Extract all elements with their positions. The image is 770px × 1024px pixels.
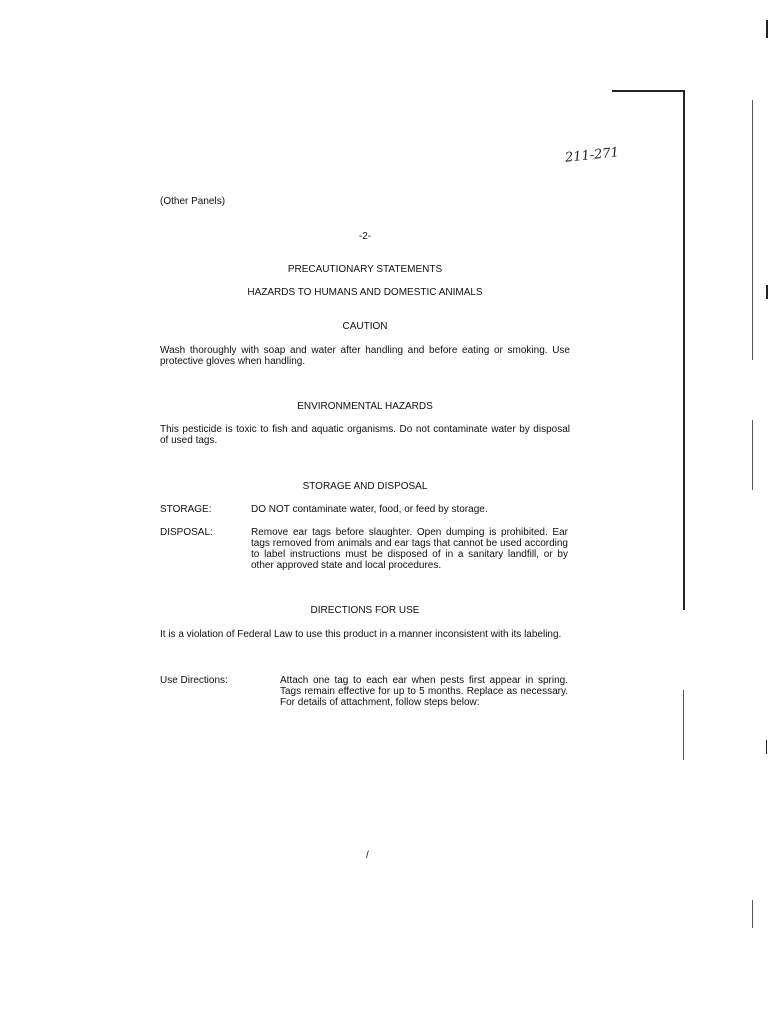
caution-heading: CAUTION — [342, 321, 388, 332]
scan-edge-line-far-right — [752, 100, 753, 360]
disposal-text: Remove ear tags before slaughter. Open dumping is prohibited. Ear tags removed from animals and ear tags that cannot be used according to label instructions must be disposed of in a sanitary landfill, or by other approved state and local procedures. — [251, 527, 568, 571]
use-directions-label: Use Directions: — [160, 675, 228, 686]
scan-edge-mark — [766, 20, 768, 38]
scan-edge-line-lower — [683, 690, 684, 760]
directions-for-use-heading: DIRECTIONS FOR USE — [310, 605, 420, 616]
handwritten-note: 211-271 — [564, 145, 620, 166]
directions-text: It is a violation of Federal Law to use this product in a manner inconsistent with its labeling. — [160, 629, 562, 640]
caution-text: Wash thoroughly with soap and water after handling and before eating or smoking. Use protective gloves when handling. — [160, 345, 570, 367]
scan-edge-line-far-right-2 — [752, 420, 753, 490]
scan-edge-mark-3 — [766, 740, 767, 754]
scan-edge-line-top — [612, 90, 684, 92]
scan-edge-mark-4 — [752, 900, 753, 928]
environmental-text: This pesticide is toxic to fish and aquatic organisms. Do not contaminate water by disposal of used tags. — [160, 424, 570, 446]
scan-edge-line-right — [683, 90, 685, 610]
environmental-hazards-heading: ENVIRONMENTAL HAZARDS — [297, 401, 433, 412]
bottom-mark: / — [366, 850, 369, 861]
page-number: -2- — [358, 231, 372, 242]
disposal-label: DISPOSAL: — [160, 527, 213, 538]
use-directions-text: Attach one tag to each ear when pests first appear in spring. Tags remain effective for up to 5 months. Replace as necessary. For details of attachment, follow steps below: — [280, 675, 568, 708]
hazards-heading: HAZARDS TO HUMANS AND DOMESTIC ANIMALS — [247, 287, 483, 298]
storage-disposal-heading: STORAGE AND DISPOSAL — [302, 481, 428, 492]
scan-edge-mark-2 — [766, 285, 768, 299]
storage-label: STORAGE: — [160, 504, 212, 515]
other-panels-label: (Other Panels) — [160, 196, 226, 207]
storage-text: DO NOT contaminate water, food, or feed by storage. — [251, 504, 488, 515]
precautionary-statements-heading: PRECAUTIONARY STATEMENTS — [287, 264, 443, 275]
